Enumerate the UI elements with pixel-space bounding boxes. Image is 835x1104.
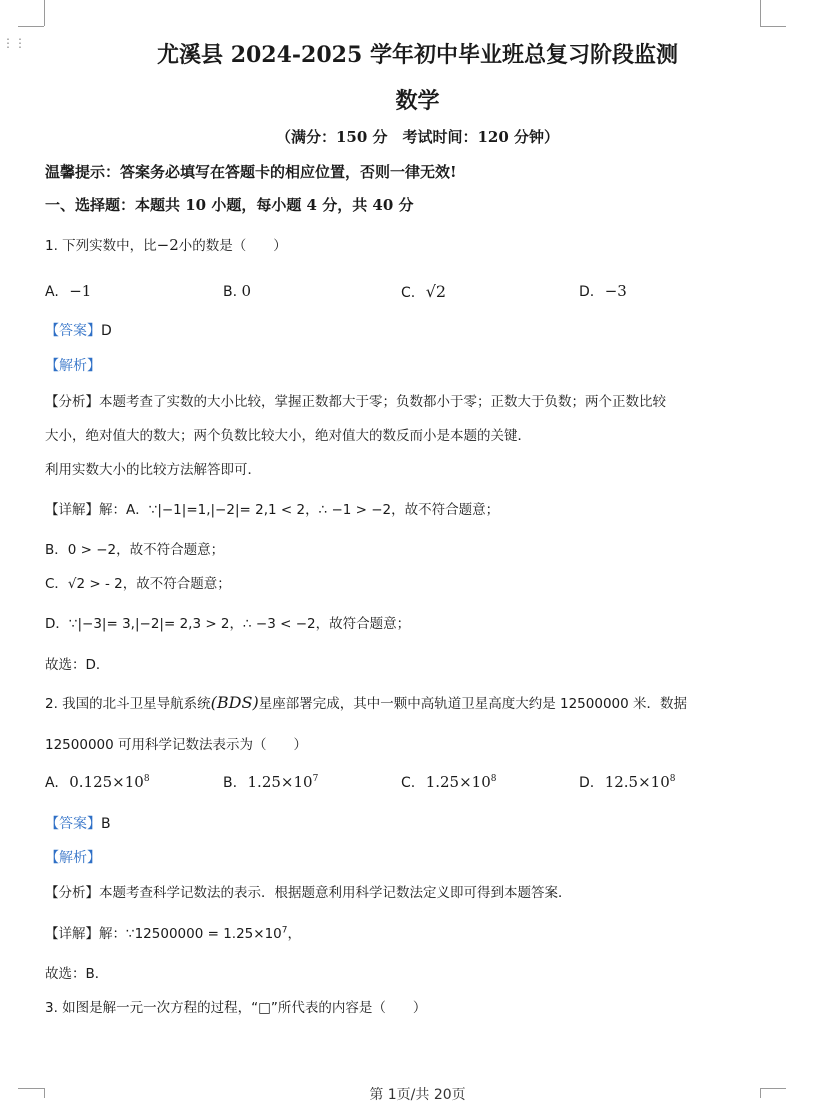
q2-answer-tag: 【答案】: [45, 816, 101, 832]
crop-mark-top-left-v: [44, 0, 45, 26]
q2-option-d-base: 12.5×10: [604, 773, 670, 791]
q2-option-b-value: [248, 773, 319, 791]
q1-detail-a: 【详解】解：A．∵|−1|=1,|−2|= 2,1 < 2，∴ −1 > −2，故不符合题意；: [45, 502, 500, 518]
q2-stem-bds: (BDS): [210, 693, 259, 712]
q2-stem-line1-c: 星座部署完成，其中一颗中高轨道卫星高度大约是 12500000 米．数据: [258, 696, 687, 712]
q1-option-b-value: 0: [241, 282, 252, 300]
q2-analysis: 【分析】本题考查科学记数法的表示．根据题意利用科学记数法定义即可得到本题答案．: [45, 885, 572, 901]
exam-title: 尤溪县 2024-2025 学年初中毕业班总复习阶段监测: [157, 42, 678, 68]
q1-option-d-label: D.: [579, 284, 595, 300]
q2-detail: [45, 922, 301, 942]
q2-option-a: [45, 773, 150, 791]
q1-stem-c: 小的数是（ ）: [178, 238, 287, 254]
q2-analysis-tag: 【解析】: [45, 850, 101, 866]
q1-stem-a: 1. 下列实数中，比: [45, 238, 157, 254]
q1-option-b-label: B.: [223, 284, 238, 300]
drag-handle-icon[interactable]: ⋮⋮: [2, 36, 26, 50]
q1-analysis-line3: 利用实数大小的比较方法解答即可．: [45, 462, 261, 478]
q1-option-c-value: √2: [425, 282, 447, 301]
q1-stem: [45, 234, 287, 254]
q1-detail-d: D．∵|−3|= 3,|−2|= 2,3 > 2，∴ −3 < −2，故符合题意；: [45, 616, 411, 632]
q1-option-d-value: −3: [604, 282, 627, 300]
q2-stem-line1-a: 2. 我国的北斗卫星导航系统: [45, 696, 211, 712]
q1-option-a: [45, 282, 91, 300]
section-heading-choice: 一、选择题：本题共 10 小题，每小题 4 分，共 40 分: [45, 196, 414, 214]
q2-stem-line1: [45, 692, 687, 712]
q1-option-a-label: A.: [45, 284, 59, 300]
q2-option-a-exp: 8: [143, 774, 150, 784]
notice: 温馨提示：答案务必填写在答题卡的相应位置，否则一律无效!: [45, 163, 457, 181]
q1-answer-value: D: [101, 323, 112, 339]
q1-stem-math: −2: [156, 236, 179, 254]
q2-option-d-label: D.: [579, 775, 595, 791]
crop-mark-top-left-h: [18, 26, 44, 27]
q1-answer-tag: 【答案】: [45, 323, 101, 339]
q3-stem: 3. 如图是解一元一次方程的过程，“□”所代表的内容是（ ）: [45, 1000, 427, 1016]
q2-option-d-value: [605, 773, 676, 791]
q2-option-c-label: C.: [401, 775, 416, 791]
page-number: 第 1页/共 20页: [369, 1087, 466, 1103]
q2-detail-a: 【详解】解：∵12500000 = 1.25×10: [45, 926, 282, 942]
q1-detail-b: B．0 > −2，故不符合题意；: [45, 542, 225, 558]
subject-title: 数学: [395, 88, 440, 114]
q2-option-d-exp: 8: [669, 774, 676, 784]
q1-conclusion: 故选：D．: [45, 657, 110, 673]
q2-detail-b: ，: [287, 926, 301, 942]
q2-option-c: [401, 773, 496, 791]
q2-option-b-exp: 7: [312, 774, 319, 784]
q2-option-b-label: B.: [223, 775, 238, 791]
q1-option-b: [223, 282, 251, 300]
q1-analysis-line2: 大小，绝对值大的数大；两个负数比较大小，绝对值大的数反而小是本题的关键．: [45, 428, 531, 444]
q2-option-c-base: 1.25×10: [425, 773, 491, 791]
q1-answer: [45, 320, 112, 340]
q1-analysis-line1: 【分析】本题考查了实数的大小比较，掌握正数都大于零；负数都小于零；正数大于负数；两个正数比较: [45, 394, 666, 410]
exam-info: （满分：150 分 考试时间：120 分钟）: [275, 128, 560, 146]
q2-option-b: [223, 773, 318, 791]
q2-option-b-base: 1.25×10: [247, 773, 313, 791]
q2-answer: [45, 813, 111, 833]
q2-option-a-value: [69, 773, 149, 791]
q2-answer-value: B: [101, 816, 111, 832]
q1-option-c: [401, 282, 446, 301]
q2-option-a-base: 0.125×10: [69, 773, 144, 791]
crop-mark-top-right-v: [760, 0, 761, 26]
q1-analysis-tag: 【解析】: [45, 358, 101, 374]
q2-option-a-label: A.: [45, 775, 59, 791]
q1-option-a-value: −1: [69, 282, 92, 300]
q2-option-d: [579, 773, 675, 791]
q1-option-d: [579, 282, 627, 300]
q2-option-c-exp: 8: [490, 774, 497, 784]
q1-detail-c: C．√2 > - 2，故不符合题意；: [45, 576, 231, 592]
q2-option-c-value: [426, 773, 497, 791]
q2-conclusion: 故选：B．: [45, 966, 109, 982]
q1-option-c-label: C.: [401, 285, 416, 301]
q2-stem-line2: 12500000 可用科学记数法表示为（ ）: [45, 737, 308, 753]
crop-mark-top-right-h: [760, 26, 786, 27]
q2-detail-exp: 7: [281, 925, 288, 936]
